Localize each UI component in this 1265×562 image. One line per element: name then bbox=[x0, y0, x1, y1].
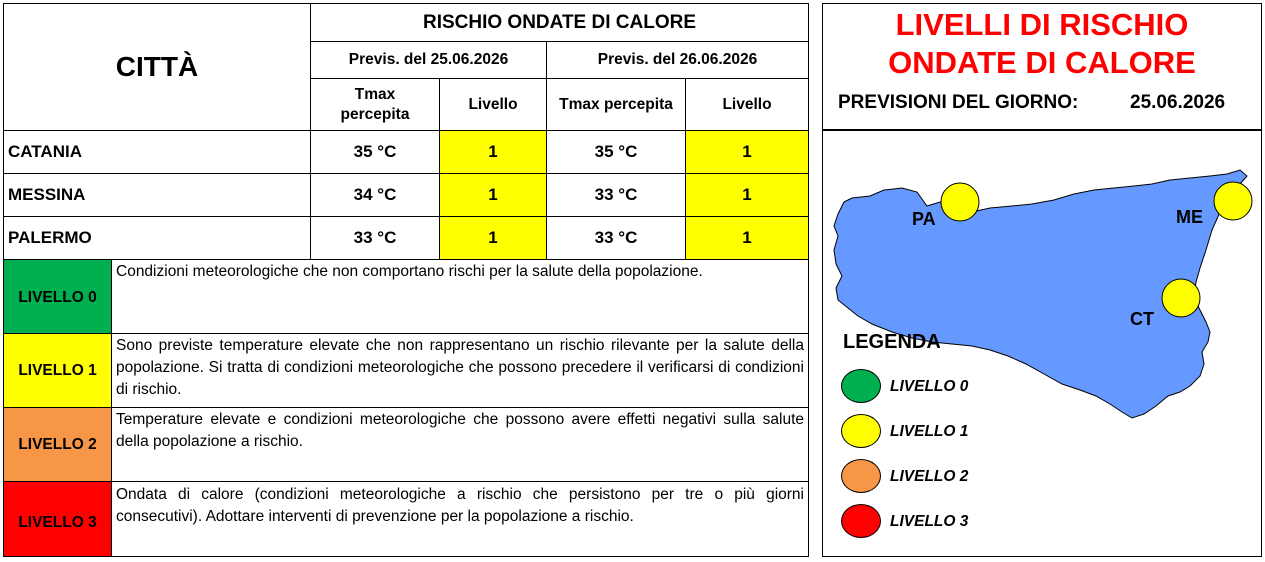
panel-title-line2: ONDATE DI CALORE bbox=[888, 45, 1196, 80]
forecast-date: 25.06.2026 bbox=[1130, 92, 1226, 113]
panel-title bbox=[822, 6, 1262, 82]
legend-label-level-2: LIVELLO 2 bbox=[890, 468, 969, 485]
sicily-map bbox=[822, 160, 1262, 430]
col-level-day1: Livello bbox=[439, 78, 547, 131]
forecast-label: PREVISIONI DEL GIORNO: bbox=[838, 92, 1079, 113]
table-row-city: CATANIA bbox=[3, 130, 311, 174]
legend-swatch-level-3 bbox=[841, 504, 881, 538]
legend-label-level-1: LIVELLO 1 bbox=[890, 423, 969, 440]
table-row-tmax2: 33 °C bbox=[546, 173, 686, 217]
table-row-city: PALERMO bbox=[3, 216, 311, 260]
messina-marker bbox=[1214, 182, 1252, 220]
level-2-description: Temperature elevate e condizioni meteorologiche che possono avere effetti negativi sulla salute della popolazione a rischio. bbox=[111, 407, 809, 482]
level-0-swatch: LIVELLO 0 bbox=[3, 259, 112, 334]
table-row-level1: 1 bbox=[439, 130, 547, 174]
table-row-tmax1: 33 °C bbox=[310, 216, 440, 260]
col-tmax-day1: Tmax percepita bbox=[310, 78, 440, 131]
table-row-level2: 1 bbox=[685, 173, 809, 217]
table-row-level1: 1 bbox=[439, 173, 547, 217]
catania-marker bbox=[1162, 279, 1200, 317]
table-row-tmax1: 34 °C bbox=[310, 173, 440, 217]
table-row-city: MESSINA bbox=[3, 173, 311, 217]
table-row-level2: 1 bbox=[685, 216, 809, 260]
col-level-day2: Livello bbox=[685, 78, 809, 131]
col-tmax-day2: Tmax percepita bbox=[546, 78, 686, 131]
table-row-level2: 1 bbox=[685, 130, 809, 174]
level-3-swatch: LIVELLO 3 bbox=[3, 481, 112, 557]
messina-label: ME bbox=[1176, 207, 1203, 227]
level-2-swatch: LIVELLO 2 bbox=[3, 407, 112, 482]
level-1-swatch: LIVELLO 1 bbox=[3, 333, 112, 408]
forecast-header-day2: Previs. del 26.06.2026 bbox=[546, 41, 809, 79]
panel-header-divider bbox=[822, 129, 1262, 131]
legend-swatch-level-1 bbox=[841, 414, 881, 448]
level-1-description: Sono previste temperature elevate che non rappresentano un rischio rilevante per la salute della popolazione. Si tratta di condizioni meteorologiche che possono precedere il verificarsi di condizioni di rischio. bbox=[111, 333, 809, 408]
legend-label-level-0: LIVELLO 0 bbox=[890, 378, 969, 395]
city-header: CITTÀ bbox=[3, 3, 311, 131]
table-row-tmax2: 33 °C bbox=[546, 216, 686, 260]
catania-label: CT bbox=[1130, 309, 1154, 329]
palermo-label: PA bbox=[912, 209, 936, 229]
legend-title: LEGENDA bbox=[843, 331, 941, 353]
palermo-marker bbox=[941, 183, 979, 221]
legend-swatch-level-2 bbox=[841, 459, 881, 493]
level-3-description: Ondata di calore (condizioni meteorologiche a rischio che persistono per tre o più giorni consecutivi). Adottare interventi di prevenzione per la popolazione a rischio. bbox=[111, 481, 809, 557]
table-row-level1: 1 bbox=[439, 216, 547, 260]
table-row-tmax2: 35 °C bbox=[546, 130, 686, 174]
level-0-description: Condizioni meteorologiche che non comportano rischi per la salute della popolazione. bbox=[111, 259, 809, 334]
legend-swatch-level-0 bbox=[841, 369, 881, 403]
forecast-header-day1: Previs. del 25.06.2026 bbox=[310, 41, 547, 79]
risk-header: RISCHIO ONDATE DI CALORE bbox=[310, 3, 809, 42]
table-row-tmax1: 35 °C bbox=[310, 130, 440, 174]
panel-title-line1: LIVELLI DI RISCHIO bbox=[895, 7, 1189, 42]
legend-label-level-3: LIVELLO 3 bbox=[890, 513, 969, 530]
